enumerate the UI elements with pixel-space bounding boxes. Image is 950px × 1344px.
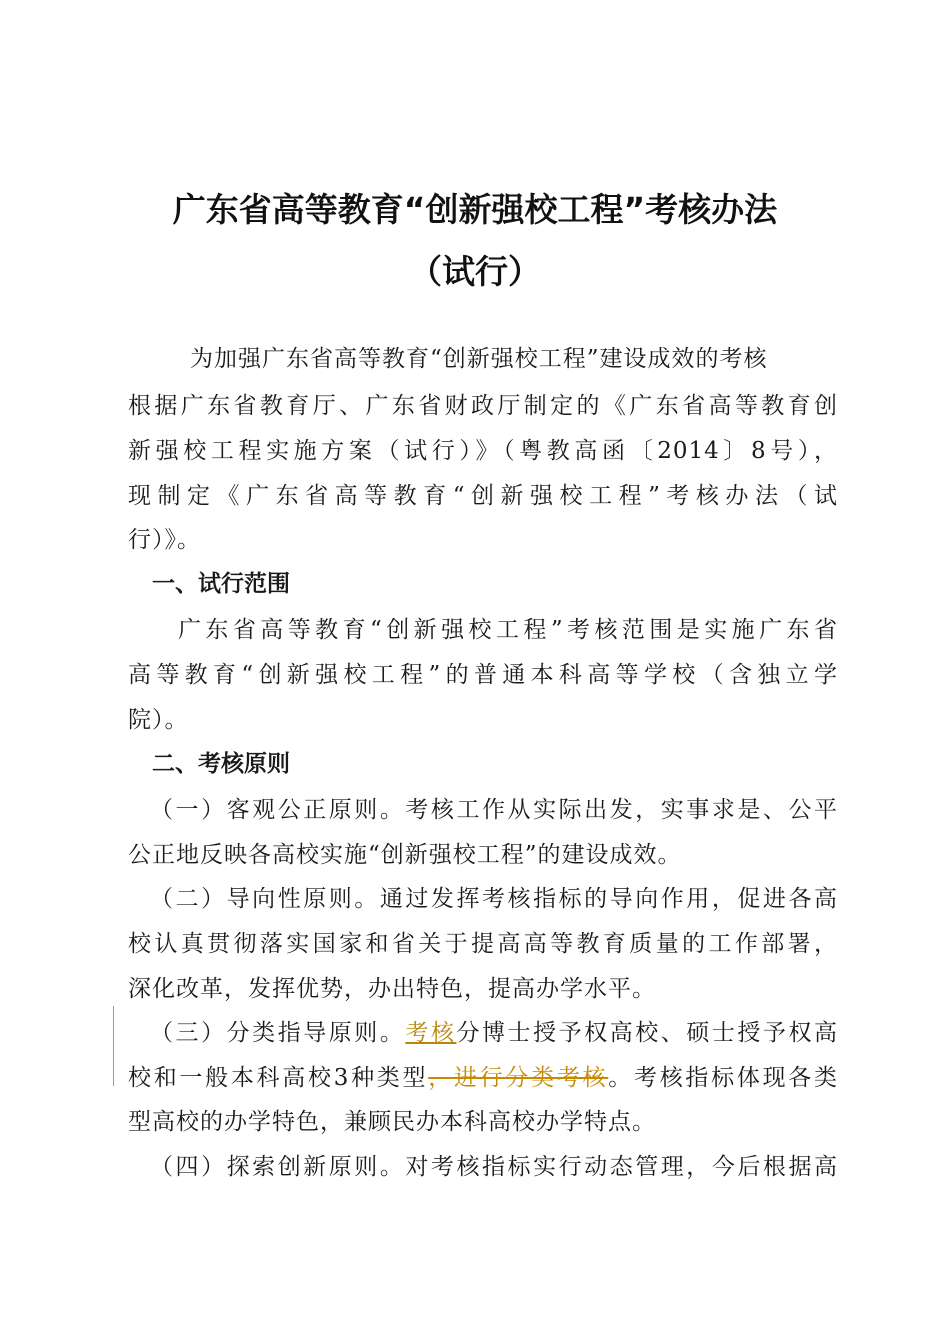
principle-2-line-3: 深化改革，发挥优势，办出特色，提高办学水平。 <box>128 976 656 1002</box>
document-subtitle: （试行） <box>409 252 541 291</box>
intro-line-3: 新强校工程实施方案（试行）》（粤教高函〔2014〕8号）， <box>128 438 838 464</box>
principle-1-line-1: （一）客观公正原则。考核工作从实际出发，实事求是、公平 <box>150 797 838 823</box>
document-title: 广东省高等教育“创新强校工程”考核办法 <box>172 190 778 229</box>
principle-3-line-2 <box>128 1063 838 1093</box>
section1-line-1: 广东省高等教育“创新强校工程”考核范围是实施广东省 <box>178 617 838 643</box>
inserted-text: 考核 <box>405 1020 457 1046</box>
intro-line-2: 根据广东省教育厅、广东省财政厅制定的《广东省高等教育创 <box>128 393 838 419</box>
principle-3-line2-rest: 。考核指标体现各类 <box>608 1065 839 1091</box>
principle-3-line2-prefix: 校和一般本科高校3种类型 <box>128 1065 429 1091</box>
intro-line-4: 现制定《广东省高等教育“创新强校工程”考核办法（试 <box>128 483 838 509</box>
intro-line-1: 为加强广东省高等教育“创新强校工程”建设成效的考核 <box>190 346 768 372</box>
principle-3-line-3: 型高校的办学特色，兼顾民办本科高校办学特点。 <box>128 1109 656 1135</box>
principle-3-line-1 <box>150 1018 838 1048</box>
principle-3-rest: 分博士授予权高校、硕士授予权高 <box>456 1020 839 1046</box>
section1-line-2: 高等教育“创新强校工程”的普通本科高等学校（含独立学 <box>128 662 838 688</box>
principle-1-line-2: 公正地反映各高校实施“创新强校工程”的建设成效。 <box>128 842 682 868</box>
intro-line-5: 行）》。 <box>128 527 201 553</box>
section1-line-3: 院）。 <box>128 707 189 733</box>
principle-2-line-2: 校认真贯彻落实国家和省关于提高高等教育质量的工作部署， <box>128 931 838 957</box>
revision-change-bar <box>113 1006 114 1086</box>
principle-4-line-1: （四）探索创新原则。对考核指标实行动态管理，今后根据高 <box>150 1154 838 1180</box>
section-heading-1: 一、试行范围 <box>152 571 290 597</box>
principle-2-line-1: （二）导向性原则。通过发挥考核指标的导向作用，促进各高 <box>150 886 838 912</box>
section-heading-2: 二、考核原则 <box>152 751 290 777</box>
principle-3-prefix: （三）分类指导原则。 <box>150 1020 406 1046</box>
deleted-text: ，进行分类考核 <box>428 1065 609 1091</box>
